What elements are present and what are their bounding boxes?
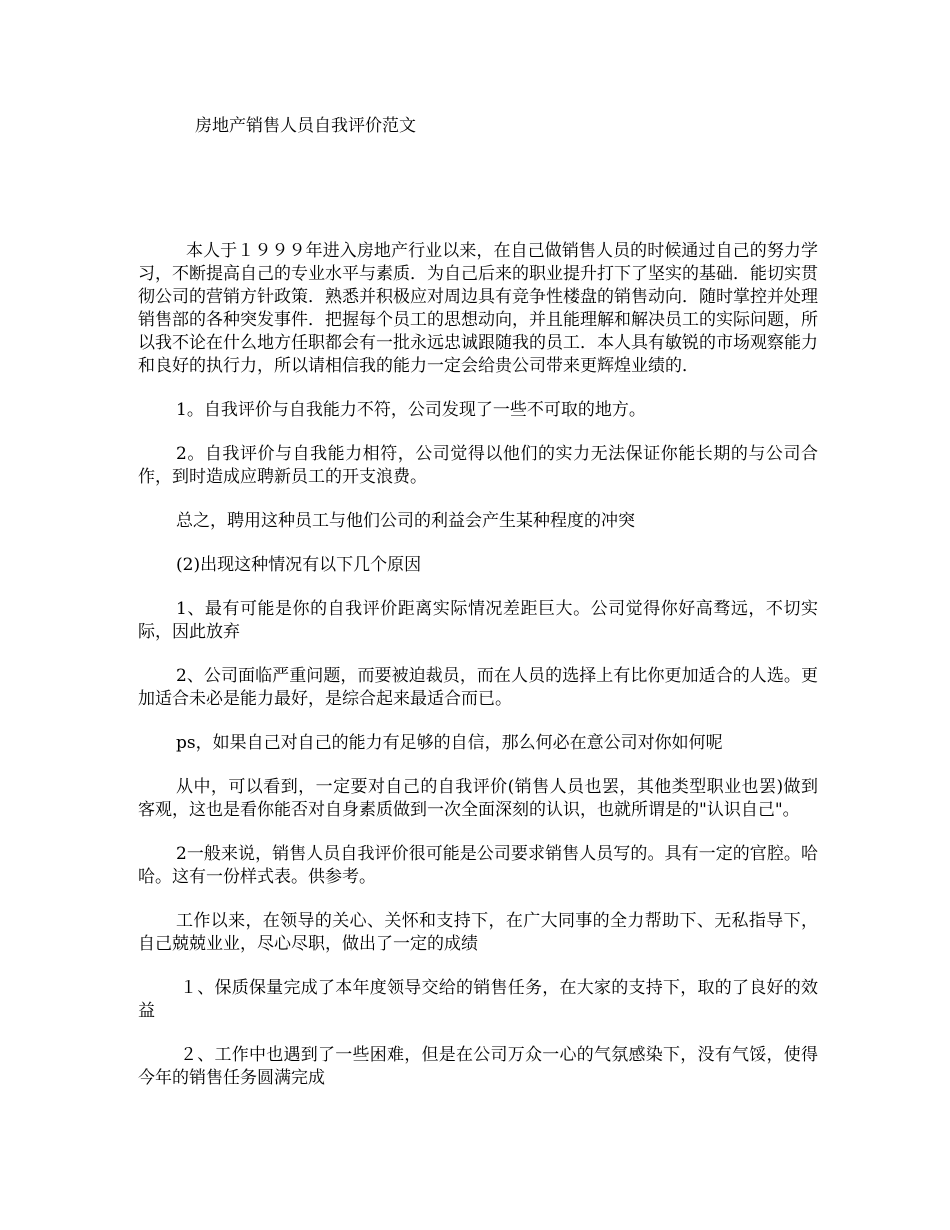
paragraph-conclusion: 总之，聘用这种员工与他们公司的利益会产生某种程度的冲突 <box>176 511 635 531</box>
document-title: 房地产销售人员自我评价范文 <box>195 116 416 136</box>
paragraph-work: 工作以来，在领导的关心、关怀和支持下，在广大同事的全力帮助下、无私指导下，自己兢兢业业，尽心尽职，做出了一定的成绩 <box>138 911 818 954</box>
paragraph-reason-1: 1、最有可能是你的自我评价距离实际情况差距巨大。公司觉得你好高骛远，不切实际，因此放弃 <box>138 599 818 642</box>
paragraph-point-1: 1。自我评价与自我能力不符，公司发现了一些不可取的地方。 <box>176 400 646 420</box>
document-body <box>138 240 818 1111</box>
paragraph-intro: 本人于１９９９年进入房地产行业以来，在自己做销售人员的时候通过自己的努力学习，不断提高自己的专业水平与素质．为自己后来的职业提升打下了坚实的基础．能切实贯彻公司的营销方针政策．熟悉并积极应对周边具有竞争性楼盘的销售动向．随时掌控并处理销售部的各种突发事件．把握每个员工的思想动向，并且能理解和解决员工的实际问题，所以我不论在什么地方任职都会有一批永远忠诚跟随我的员工．本人具有敏锐的市场观察能力和良好的执行力，所以请相信我的能力一定会给贵公司带来更辉煌业绩的． <box>138 241 818 376</box>
paragraph-general: 2一般来说，销售人员自我评价很可能是公司要求销售人员写的。具有一定的官腔。哈哈。这有一份样式表。供参考。 <box>138 844 818 887</box>
paragraph-reason-2: 2、公司面临严重问题，而要被迫裁员，而在人员的选择上有比你更加适合的人选。更加适合未必是能力最好，是综合起来最适合而已。 <box>138 666 818 709</box>
paragraph-summary: 从中，可以看到，一定要对自己的自我评价(销售人员也罢，其他类型职业也罢)做到客观，这也是看你能否对自身素质做到一次全面深刻的认识，也就所谓是的"认识自己"。 <box>138 777 818 820</box>
paragraph-ps: ps，如果自己对自己的能力有足够的自信，那么何必在意公司对你如何呢 <box>176 733 723 753</box>
paragraph-reasons-heading: (2)出现这种情况有以下几个原因 <box>176 555 422 575</box>
paragraph-achievement-1: １、保质保量完成了本年度领导交给的销售任务，在大家的支持下，取的了良好的效益 <box>138 978 818 1021</box>
paragraph-point-2: 2。自我评价与自我能力相符，公司觉得以他们的实力无法保证你能长期的与公司合作，到时造成应聘新员工的开支浪费。 <box>138 444 818 487</box>
paragraph-achievement-2: ２、工作中也遇到了一些困难，但是在公司万众一心的气氛感染下，没有气馁，使得今年的销售任务圆满完成 <box>138 1045 818 1088</box>
